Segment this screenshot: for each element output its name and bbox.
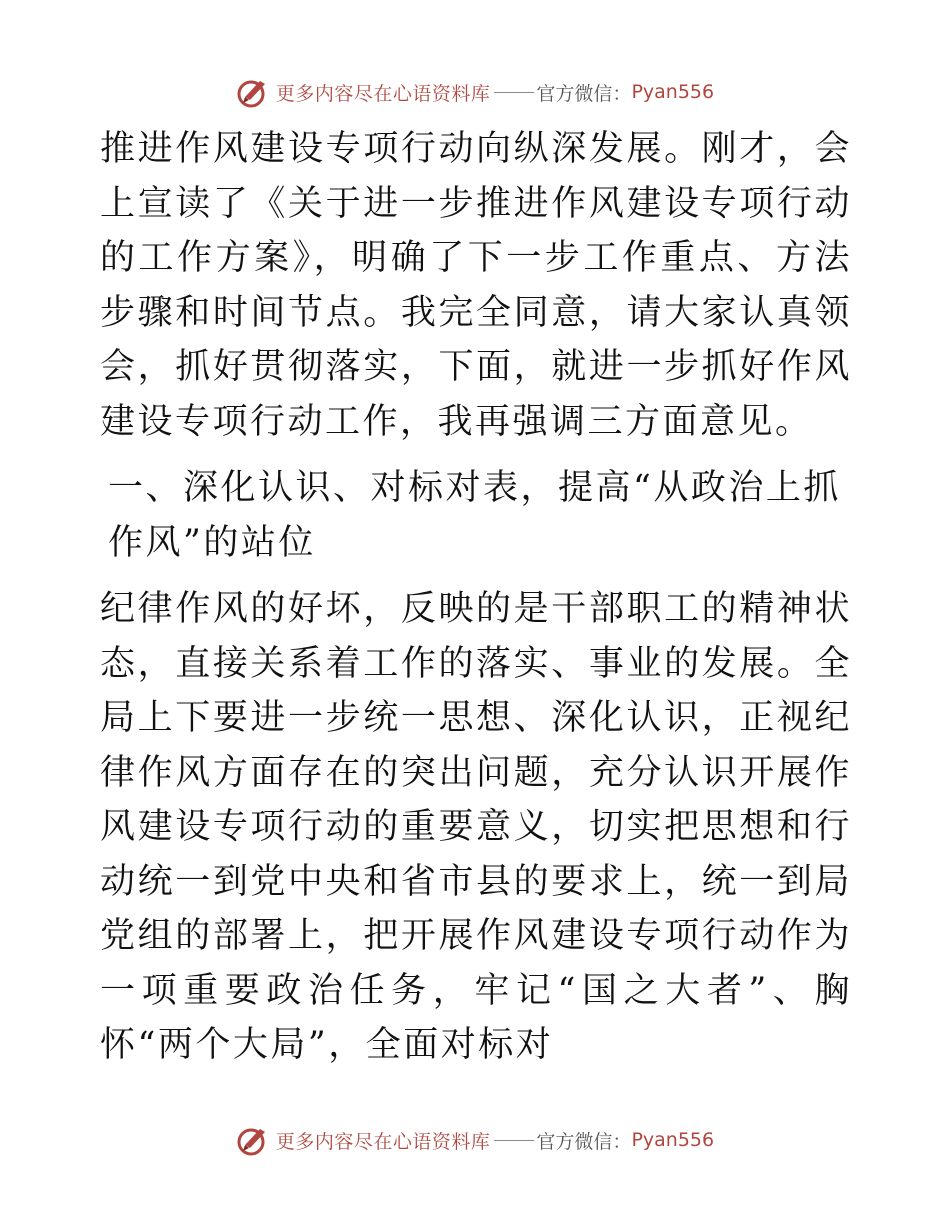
watermark-dash [494, 92, 534, 93]
header-watermark [0, 72, 950, 112]
body-paragraph-2: 纪律作风的好坏，反映的是干部职工的精神状态，直接关系着工作的落实、事业的发展。全局上下要进一步统一思想、深化认识，正视纪律作风方面存在的突出问题，充分认识开展作风建设专项行动的重要意义，切实把思想和行动统一到党中央和省市县的要求上，统一到局党组的部署上，把开展作风建设专项行动作为一项重要政治任务，牢记“国之大者”、胸怀“两个大局”，全面对标对 [100, 589, 852, 1065]
pen-logo-icon [236, 75, 270, 109]
watermark-label: 官方微信： [536, 82, 632, 105]
watermark-label: 官方微信： [536, 1130, 632, 1153]
body-paragraph-1: 推进作风建设专项行动向纵深发展。刚才，会上宣读了《关于进一步推进作风建设专项行动的工作方案》，明确了下一步工作重点、方法步骤和时间节点。我完全同意，请大家认真领会，抓好贯彻落实，下面，就进一步抓好作风建设专项行动工作，我再强调三方面意见。 [100, 129, 852, 442]
watermark-site-text: 更多内容尽在心语资料库 [275, 1130, 491, 1153]
watermark-wechat-id: Pyan556 [631, 1129, 715, 1151]
watermark-site-text: 更多内容尽在心语资料库 [275, 82, 491, 105]
document-body [100, 122, 852, 1073]
footer-watermark [0, 1120, 950, 1160]
watermark-wechat-id: Pyan556 [631, 81, 715, 103]
watermark-dash [494, 1140, 534, 1141]
section-heading-1: 一、深化认识、对标对表，提高“从政治上抓作风”的站位 [108, 468, 841, 563]
pen-logo-icon [236, 1123, 270, 1157]
